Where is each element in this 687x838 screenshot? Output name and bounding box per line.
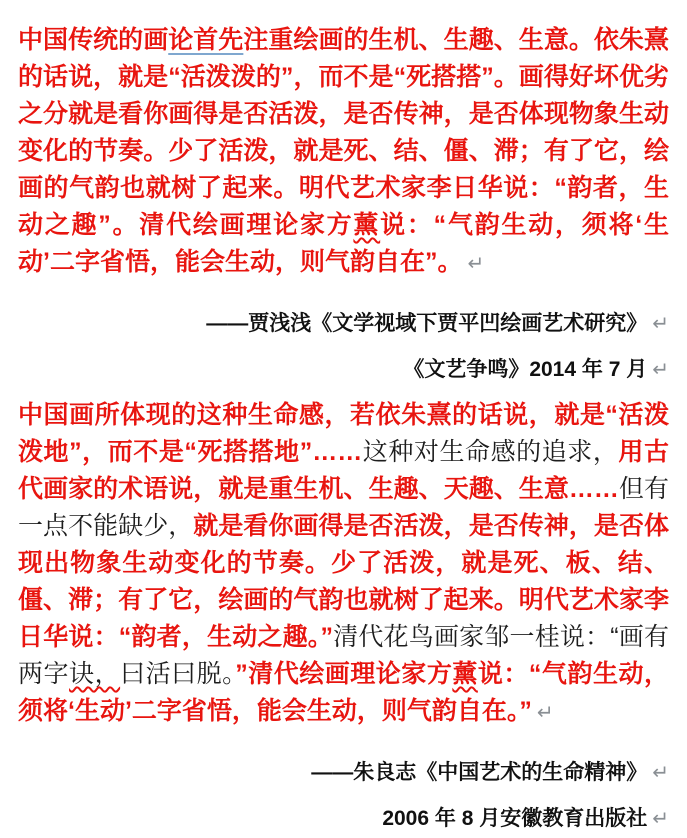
return-mark-icon: ↵ <box>467 253 485 275</box>
text-segment: 这种对生命感的追求， <box>362 438 619 466</box>
text-segment: ——贾浅浅《文学视域下贾平凹绘画艺术研究》 <box>206 312 648 335</box>
source-line-4 <box>18 800 669 838</box>
text-segment: 用古代画家的术语说，就是重生机、生趣、天趣、生意…… <box>18 438 669 503</box>
document-page <box>18 22 669 838</box>
source-line-3 <box>18 754 669 792</box>
return-mark-icon: ↵ <box>536 702 554 724</box>
text-segment: ”清代绘画理论家方 <box>235 660 453 688</box>
spell-check-segment: 薰 <box>452 660 478 688</box>
text-segment: 中国画所体现的这种生命感，若依朱熹的话说，就是“活泼泼地”，而不是“死搭搭地”…… <box>18 401 669 466</box>
text-segment: 清代花鸟画家邹一桂说：“画有两字 <box>18 623 669 688</box>
text-segment: 就是看你画得是否活泼，是否传神，是否体现出物象生动变化的节奏。少了活泼，就是死、板、结、僵、滞；有了它，绘画的气韵也就树了起来。明代艺术家李日华说：“韵者，生动之趣。” <box>18 512 669 651</box>
return-mark-icon: ↵ <box>652 762 669 784</box>
source-line-1 <box>18 305 669 343</box>
text-segment: 曰活曰脱。 <box>120 660 236 688</box>
spell-check-segment: 薰 <box>353 211 381 239</box>
text-segment: 说：“气韵生动，须将‘生动’二字省悟，能会生动，则气韵自在。” <box>18 660 669 725</box>
grammar-check-segment: 论首先 <box>168 26 244 54</box>
return-mark-icon: ↵ <box>652 808 669 830</box>
text-segment: 但有一点不能缺少， <box>18 475 669 540</box>
spell-check-segment: 诀， <box>69 660 121 688</box>
text-segment: 说：“气韵生动，须将‘生动’二字省悟，能会生动，则气韵自在”。 <box>18 211 669 276</box>
text-segment: 注重绘画的生机、生趣、生意。依朱熹的话说，就是“活泼泼的”，而不是“死搭搭”。画得好坏优劣之分就是看你画得是否活泼，是否传神，是否体现物象生动变化的节奏。少了活泼，就是死、结、僵、滞；有了它，绘画的气韵也就树了起来。明代艺术家李日华说：“韵者，生动之趣”。清代绘画理论家方 <box>18 26 669 239</box>
text-segment: 2006 年 8 月安徽教育出版社 <box>382 807 648 830</box>
source-line-2 <box>18 351 669 389</box>
quote-paragraph-2 <box>18 397 669 732</box>
text-segment: 中国传统的画 <box>18 26 169 54</box>
quote-paragraph-1 <box>18 22 669 283</box>
return-mark-icon: ↵ <box>652 359 669 381</box>
text-segment: 《文艺争鸣》2014 年 7 月 <box>403 358 648 381</box>
return-mark-icon: ↵ <box>652 313 669 335</box>
text-segment: ——朱良志《中国艺术的生命精神》 <box>311 761 648 784</box>
